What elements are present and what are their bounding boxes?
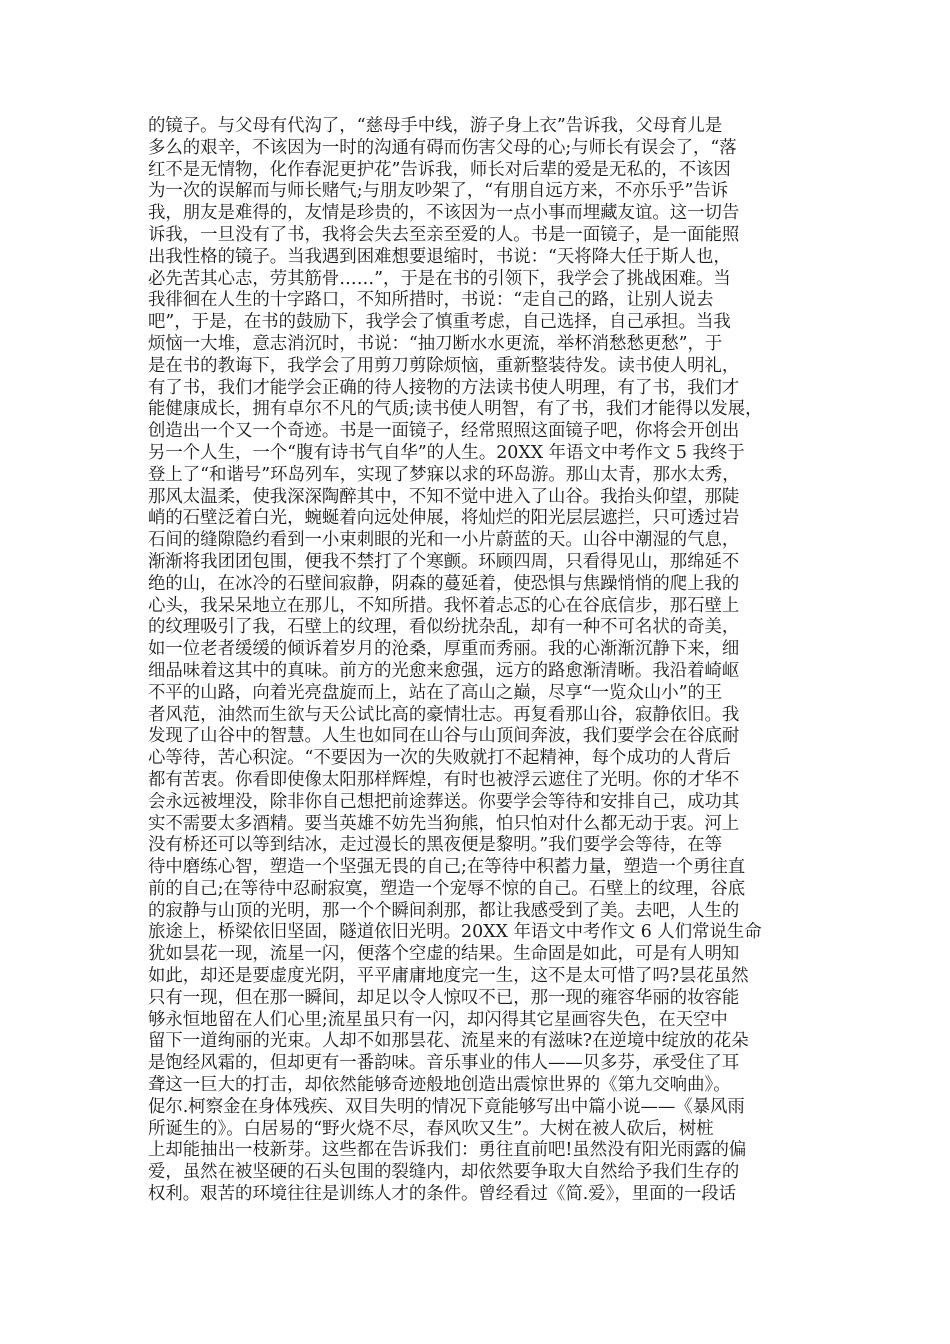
text-line: 细品味着这其中的真味。前方的光愈来愈强，远方的路愈渐清晰。我沿着崎岖: [148, 660, 740, 681]
text-line: 实不需要太多酒精。要当英雄不妨先当狗熊，怕只怕对什么都无动于衷。河上: [148, 813, 740, 834]
text-line: 如一位老者缓缓的倾诉着岁月的沧桑，厚重而秀丽。我的心渐渐沉静下来，细: [148, 639, 740, 660]
text-line: 爱，虽然在被坚硬的石头包围的裂缝内，却依然要争取大自然给予我们生存的: [148, 1162, 740, 1183]
text-line: 旅途上，桥梁依旧坚固，隧道依旧光明。20XX 年语文中考作文 6 人们常说生命: [148, 922, 762, 943]
text-line: 会永远被埋没，除非你自己想把前途葬送。你要学会等待和安排自己，成功其: [148, 791, 740, 812]
text-line: 者风范，油然而生欲与天公试比高的豪情壮志。再复看那山谷，寂静依旧。我: [148, 704, 740, 725]
text-line: 我，朋友是难得的，友情是珍贵的，不该因为一点小事而埋藏友谊。这一切告: [148, 203, 740, 224]
text-line: 上却能抽出一枝新芽。这些都在告诉我们：勇往直前吧!虽然没有阳光雨露的偏: [148, 1140, 747, 1161]
text-line: 够永恒地留在人们心里;流星虽只有一闪，却闪得其它星画容失色，在天空中: [148, 1009, 728, 1030]
text-line: 待中磨练心智，塑造一个坚强无畏的自己;在等待中积蓄力量，塑造一个勇往直: [148, 857, 746, 878]
text-line: 出我性格的镜子。当我遇到困难想要退缩时，书说：“天将降大任于斯人也，: [148, 246, 731, 267]
essay-text: [148, 116, 808, 1206]
text-line: 所诞生的》。白居易的“野火烧不尽，春风吹又生”。大树在被人砍后，树桩: [148, 1118, 714, 1139]
text-line: 犹如昙花一现，流星一闪，便落个空虚的结果。生命固是如此，可是有人明知: [148, 944, 740, 965]
text-line: 都有苦衷。你看即使像太阳那样辉煌，有时也被浮云遮住了光明。你的才华不: [148, 769, 740, 790]
text-line: 我徘徊在人生的十字路口，不知所措时，书说：“走自己的路，让别人说去: [148, 290, 714, 311]
text-line: 权利。艰苦的环境往往是训练人才的条件。曾经看过《简.爱》，里面的一段话: [148, 1184, 737, 1205]
text-line: 为一次的误解而与师长赌气;与朋友吵架了，“有朋自远方来，不亦乐乎”告诉: [148, 181, 729, 202]
text-line: 另一个人生，一个“腹有诗书气自华”的人生。20XX 年语文中考作文 5 我终于: [148, 442, 745, 463]
text-line: 的镜子。与父母有代沟了，“慈母手中线，游子身上衣”告诉我，父母育儿是: [148, 116, 723, 136]
text-line: 心等待，苦心积淀。“不要因为一次的失败就打不起精神，每个成功的人背后: [148, 748, 731, 769]
text-line: 多么的艰辛，不该因为一时的沟通有碍而伤害父母的心;与师长有误会了，“落: [148, 137, 737, 158]
text-line: 渐渐将我团团包围，便我不禁打了个寒颤。环顾四周，只看得见山，那绵延不: [148, 551, 740, 572]
text-line: 是饱经风霜的，但却更有一番韵味。音乐事业的伟人——贝多芬，承受住了耳: [148, 1053, 740, 1074]
text-line: 不平的山路，向着光亮盘旋而上，站在了高山之巅，尽享“一览众山小”的王: [148, 682, 723, 703]
text-line: 诉我，一旦没有了书，我将会失去至亲至爱的人。书是一面镜子，是一面能照: [148, 224, 740, 245]
text-line: 登上了“和谐号”环岛列车，实现了梦寐以求的环岛游。那山太青，那水太秀，: [148, 464, 740, 485]
text-line: 心头，我呆呆地立在那儿，不知所措。我怀着忐忑的心在谷底信步，那石壁上: [148, 595, 740, 616]
text-line: 能健康成长，拥有卓尔不凡的气质;读书使人明智，有了书，我们才能得以发展，: [148, 399, 763, 420]
text-line: 如此，却还是要虚度光阴，平平庸庸地度完一生，这不是太可惜了吗?昙花虽然: [148, 966, 749, 987]
text-line: 吧”，于是，在书的鼓励下，我学会了慎重考虑，自己选择，自己承担。当我: [148, 312, 731, 333]
text-line: 的纹理吸引了我，石壁上的纹理，看似纷扰杂乱，却有一种不可名状的奇美，: [148, 617, 740, 638]
text-line: 只有一现，但在那一瞬间，却足以令人惊叹不已，那一现的雍容华丽的妆容能: [148, 987, 740, 1008]
text-line: 是在书的教诲下，我学会了用剪刀剪除烦恼，重新整装待发。读书使人明礼，: [148, 355, 740, 376]
text-line: 留下一道绚丽的光束。人却不如那昙花、流星来的有滋味?在逆境中绽放的花朵: [148, 1031, 749, 1052]
text-line: 有了书，我们才能学会正确的待人接物的方法读书使人明理，有了书，我们才: [148, 377, 740, 398]
text-line: 红不是无情物，化作春泥更护花”告诉我，师长对后辈的爱是无私的，不该因: [148, 159, 731, 180]
text-line: 没有桥还可以等到结冰，走过漫长的黑夜便是黎明。”我们要学会等待，在等: [148, 835, 723, 856]
text-line: 烦恼一大堆，意志消沉时，书说：“抽刀断水水更流，举杯消愁愁更愁”，于: [148, 333, 723, 354]
text-line: 必先苦其心志，劳其筋骨……”，于是在书的引领下，我学会了挑战困难。当: [148, 268, 731, 289]
text-line: 发现了山谷中的智慧。人生也如同在山谷与山顶间奔波，我们要学会在谷底耐: [148, 726, 740, 747]
text-line: 石间的缝隙隐约看到一小束刺眼的光和一小片蔚蓝的天。山谷中潮湿的气息，: [148, 530, 740, 551]
text-line: 前的自己;在等待中忍耐寂寞，塑造一个宠辱不惊的自己。石壁上的纹理，谷底: [148, 878, 746, 899]
text-line: 那风太温柔，使我深深陶醉其中，不知不觉中进入了山谷。我抬头仰望，那陡: [148, 486, 740, 507]
text-line: 聋这一巨大的打击，却依然能够奇迹般地创造出震惊世界的《第九交响曲》。: [148, 1075, 731, 1096]
text-line: 绝的山，在冰冷的石壁间寂静，阴森的蔓延着，使恐惧与焦躁悄悄的爬上我的: [148, 573, 740, 594]
text-line: 峭的石壁泛着白光，蜿蜒着向远处伸展，将灿烂的阳光层层遮拦，只可透过岩: [148, 508, 740, 529]
text-line: 创造出一个又一个奇迹。书是一面镜子，经常照照这面镜子吧，你将会开创出: [148, 421, 740, 442]
text-line: 促尔.柯察金在身体残疾、双目失明的情况下竟能够写出中篇小说——《暴风雨: [148, 1096, 745, 1117]
text-line: 的寂静与山顶的光明，那一个个瞬间刹那，都让我感受到了美。去吧，人生的: [148, 900, 740, 921]
